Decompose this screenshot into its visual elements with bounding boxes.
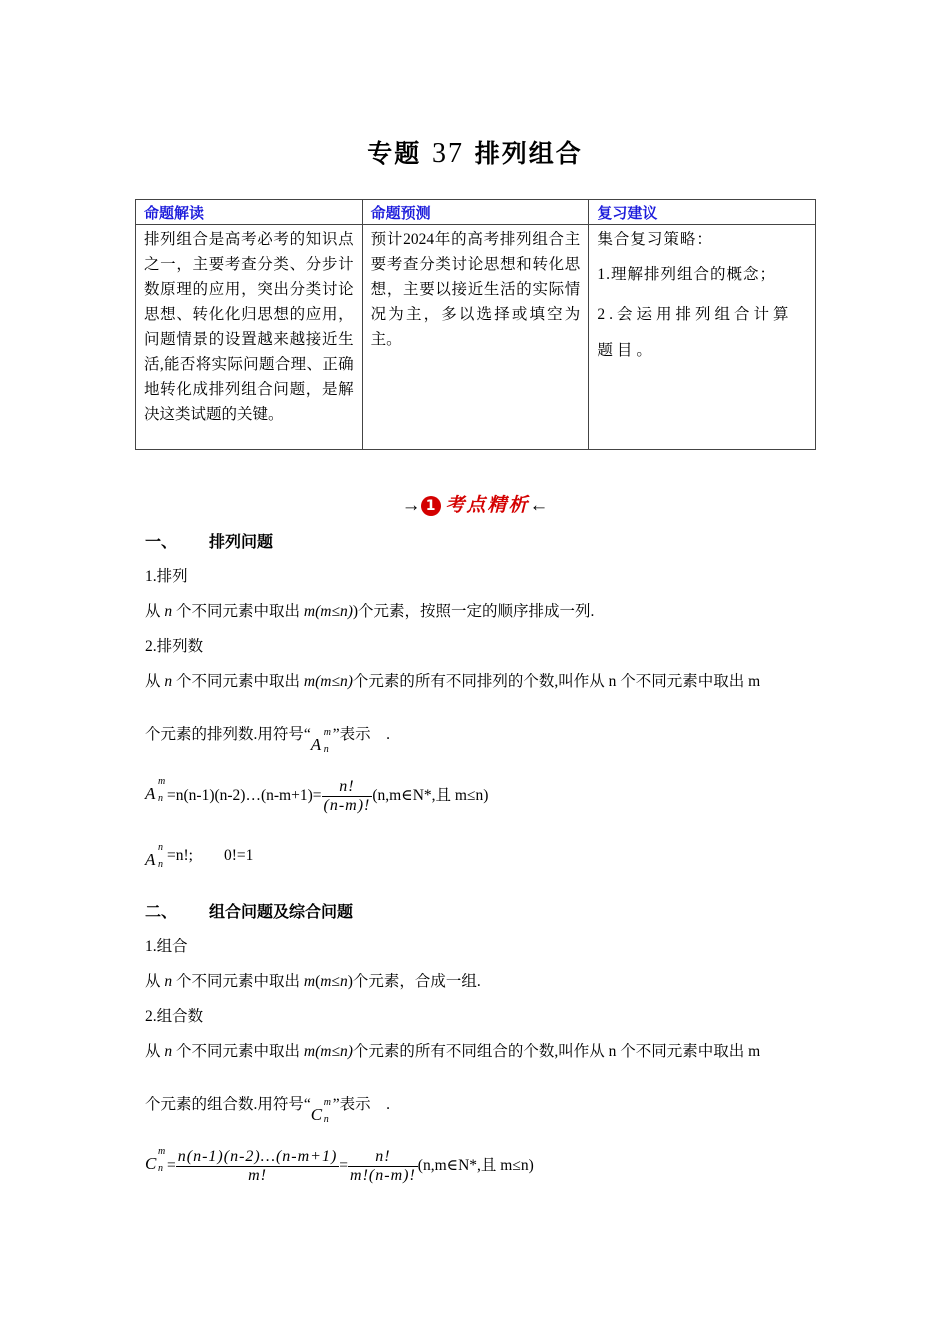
- subheading: 2.排列数: [145, 638, 204, 655]
- fraction: $\frac{n(n-1)(n-2)\dots(n-m+1)}{m!}$: [177, 1148, 338, 1184]
- subheading: 1.排列: [145, 568, 188, 585]
- combination-symbol: C m n: [145, 1146, 166, 1175]
- arrow-left-icon: ←: [529, 495, 549, 516]
- advice-line: 集合复习策略：: [597, 231, 713, 248]
- table-header: 命题预测: [362, 200, 589, 225]
- table-cell: 排列组合是高考必考的知识点之一，主要考查分类、分步计数原理的应用，突出分类讨论思想、转化化归思想的应用，问题情景的设置越来越接近生活,能否将实际问题合理、正确地转化成排列组合问题，是解决这类试题的关键。: [136, 225, 363, 450]
- heading-1: 一、 排列问题: [145, 532, 274, 551]
- section-banner: [0, 490, 950, 517]
- condition-paren: (m≤n): [315, 603, 353, 620]
- table-cell: [589, 225, 816, 450]
- paragraph: 从 n 个不同元素中取出 m(m≤n))个元素，按照一定的顺序排成一列.: [145, 603, 595, 620]
- combination-symbol: C m n: [310, 1097, 331, 1125]
- table-header: 复习建议: [589, 200, 816, 225]
- paragraph: 个元素的组合数.用符号“ C m n ”表示 .: [145, 1096, 391, 1125]
- number-badge: 1: [421, 496, 441, 516]
- formula-combination: C m n = $\frac{n(n-1)(n-2)\dots(n-m+1)}{m!}$ = $\frac{n!}{m!(n-m)!}$ (n,m∈N*,且 m≤n): [145, 1146, 534, 1184]
- fraction: $\frac{n!}{(n-m)!}$: [323, 778, 371, 814]
- paragraph: 从 n 个不同元素中取出 m(m≤n)个元素的所有不同排列的个数,叫作从 n 个不同元素中取出 m: [145, 673, 761, 690]
- table-cell: 预计2024年的高考排列组合主要考查分类讨论思想和转化思想，主要以接近生活的实际情况为主，多以选择或填空为主。: [362, 225, 589, 450]
- table-header: 命题解读: [136, 200, 363, 225]
- permutation-symbol: A m n: [310, 727, 331, 755]
- formula-full-permutation: A n n =n!; 0!=1: [145, 842, 254, 870]
- condition-paren: (m≤n): [315, 673, 353, 690]
- section-label: 考点精析: [445, 494, 530, 516]
- permutation-symbol: A n n: [145, 842, 163, 870]
- advice-line: 1.理解排列组合的概念；: [597, 266, 776, 283]
- condition-paren: (m≤n): [315, 1043, 353, 1060]
- paragraph: 个元素的排列数.用符号“ A m n ”表示 .: [145, 726, 391, 755]
- fraction: $\frac{n!}{m!(n-m)!}$: [350, 1148, 416, 1184]
- subheading: 1.组合: [145, 938, 188, 955]
- paragraph: 从 n 个不同元素中取出 m(m≤n)个元素的所有不同组合的个数,叫作从 n 个不同元素中取出 m: [145, 1043, 761, 1060]
- subheading: 2.组合数: [145, 1008, 204, 1025]
- heading-2: 二、 组合问题及综合问题: [145, 902, 354, 921]
- formula-permutation: A m n =n(n-1)(n-2)…(n-m+1)= $\frac{n!}{(n-m)!}$ (n,m∈N*,且 m≤n): [145, 776, 489, 814]
- page-title: 专题 37 排列组合: [367, 138, 583, 169]
- arrow-right-icon: →: [401, 495, 421, 516]
- permutation-symbol: A m n: [145, 776, 166, 805]
- paragraph: 从 n 个不同元素中取出 m(m≤n)个元素，合成一组.: [145, 973, 481, 990]
- advice-line: 2.会运用排列组合计算题目。: [597, 306, 793, 359]
- overview-table: [135, 199, 816, 450]
